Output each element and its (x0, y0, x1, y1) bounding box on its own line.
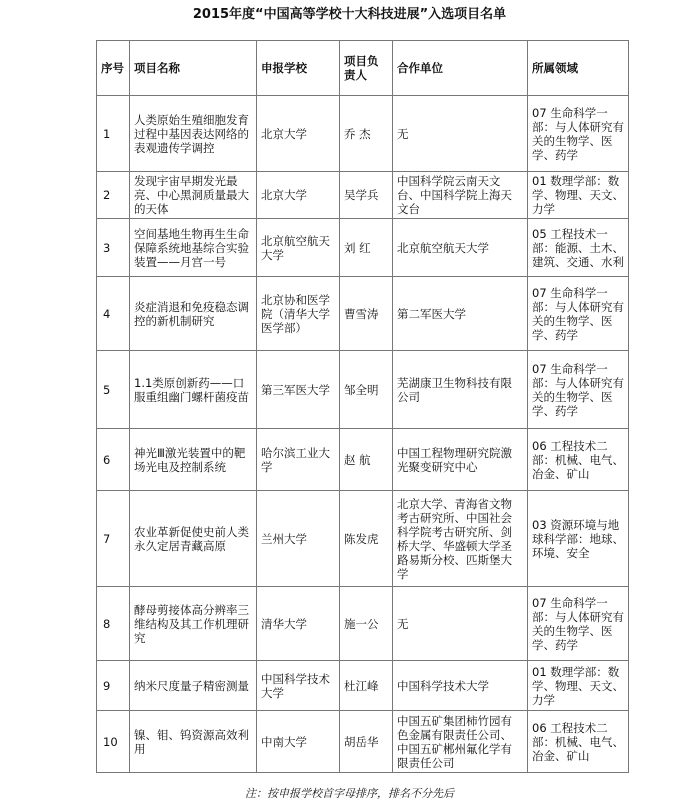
cell-school: 哈尔滨工业大学 (257, 429, 340, 491)
projects-table (96, 40, 629, 773)
cell-partner: 北京航空航天大学 (393, 219, 528, 277)
cell-index: 2 (97, 172, 130, 219)
cell-leader: 杜江峰 (340, 661, 393, 711)
cell-field: 03 资源环境与地球科学部：地球、环境、安全 (528, 491, 629, 587)
cell-leader: 胡岳华 (340, 711, 393, 773)
cell-project-name: 纳米尺度量子精密测量 (130, 661, 257, 711)
cell-field: 01 数理学部：数学、物理、天文、力学 (528, 172, 629, 219)
table-row (97, 277, 629, 351)
cell-project-name: 1.1类原创新药——口服重组幽门螺杆菌疫苗 (130, 351, 257, 429)
header-index: 序号 (97, 41, 130, 96)
cell-index: 5 (97, 351, 130, 429)
table-row (97, 661, 629, 711)
footnote: 注：按申报学校首字母排序，排名不分先后 (245, 787, 454, 800)
cell-index: 4 (97, 277, 130, 351)
header-partner: 合作单位 (393, 41, 528, 96)
cell-school: 第三军医大学 (257, 351, 340, 429)
table-row (97, 219, 629, 277)
cell-field: 01 数理学部：数学、物理、天文、力学 (528, 661, 629, 711)
cell-leader: 陈发虎 (340, 491, 393, 587)
header-school: 申报学校 (257, 41, 340, 96)
table-row (97, 587, 629, 661)
cell-project-name: 炎症消退和免疫稳态调控的新机制研究 (130, 277, 257, 351)
page-title: 2015年度“中国高等学校十大科技进展”入选项目名单 (192, 7, 507, 22)
cell-partner: 中国工程物理研究院激光聚变研究中心 (393, 429, 528, 491)
cell-school: 清华大学 (257, 587, 340, 661)
cell-index: 3 (97, 219, 130, 277)
cell-project-name: 空间基地生物再生生命保障系统地基综合实验装置——月宫一号 (130, 219, 257, 277)
cell-leader: 施一公 (340, 587, 393, 661)
cell-project-name: 镍、钼、钨资源高效利用 (130, 711, 257, 773)
table-row (97, 96, 629, 172)
cell-partner: 中国五矿集团柿竹园有色金属有限责任公司、中国五矿郴州氟化学有限责任公司 (393, 711, 528, 773)
cell-school: 北京大学 (257, 96, 340, 172)
cell-partner: 中国科学院云南天文台、中国科学院上海天文台 (393, 172, 528, 219)
cell-project-name: 发现宇宙早期发光最亮、中心黑洞质量最大的天体 (130, 172, 257, 219)
cell-field: 06 工程技术二部：机械、电气、冶金、矿山 (528, 711, 629, 773)
cell-project-name: 酵母剪接体高分辨率三维结构及其工作机理研究 (130, 587, 257, 661)
cell-school: 中国科学技术大学 (257, 661, 340, 711)
table-body (97, 96, 629, 773)
cell-partner: 第二军医大学 (393, 277, 528, 351)
cell-school: 北京航空航天大学 (257, 219, 340, 277)
cell-project-name: 人类原始生殖细胞发育过程中基因表达网络的表观遗传学调控 (130, 96, 257, 172)
cell-field: 07 生命科学一部：与人体研究有关的生物学、医学、药学 (528, 351, 629, 429)
cell-project-name: 农业革新促使史前人类永久定居青藏高原 (130, 491, 257, 587)
cell-field: 07 生命科学一部：与人体研究有关的生物学、医学、药学 (528, 587, 629, 661)
cell-leader: 乔 杰 (340, 96, 393, 172)
cell-partner: 无 (393, 587, 528, 661)
cell-index: 6 (97, 429, 130, 491)
cell-partner: 芜湖康卫生物科技有限公司 (393, 351, 528, 429)
cell-leader: 曹雪涛 (340, 277, 393, 351)
cell-leader: 邹全明 (340, 351, 393, 429)
cell-school: 兰州大学 (257, 491, 340, 587)
table-row (97, 491, 629, 587)
cell-field: 07 生命科学一部：与人体研究有关的生物学、医学、药学 (528, 96, 629, 172)
table-row (97, 711, 629, 773)
cell-leader: 赵 航 (340, 429, 393, 491)
cell-project-name: 神光Ⅲ激光装置中的靶场光电及控制系统 (130, 429, 257, 491)
cell-school: 中南大学 (257, 711, 340, 773)
table-row (97, 172, 629, 219)
cell-school: 北京大学 (257, 172, 340, 219)
cell-index: 10 (97, 711, 130, 773)
cell-leader: 吴学兵 (340, 172, 393, 219)
cell-partner: 无 (393, 96, 528, 172)
cell-school: 北京协和医学院（清华大学医学部） (257, 277, 340, 351)
header-project-name: 项目名称 (130, 41, 257, 96)
table-header-row (97, 41, 629, 96)
table-row (97, 429, 629, 491)
cell-partner: 中国科学技术大学 (393, 661, 528, 711)
header-leader: 项目负责人 (340, 41, 393, 96)
cell-index: 8 (97, 587, 130, 661)
table-row (97, 351, 629, 429)
header-field: 所属领域 (528, 41, 629, 96)
cell-index: 1 (97, 96, 130, 172)
cell-field: 06 工程技术二部：机械、电气、冶金、矿山 (528, 429, 629, 491)
cell-leader: 刘 红 (340, 219, 393, 277)
cell-field: 05 工程技术一部：能源、土木、建筑、交通、水利 (528, 219, 629, 277)
cell-index: 7 (97, 491, 130, 587)
cell-field: 07 生命科学一部：与人体研究有关的生物学、医学、药学 (528, 277, 629, 351)
cell-index: 9 (97, 661, 130, 711)
cell-partner: 北京大学、青海省文物考古研究所、中国社会科学院考古研究所、剑桥大学、华盛顿大学圣路易斯分校、匹斯堡大学 (393, 491, 528, 587)
